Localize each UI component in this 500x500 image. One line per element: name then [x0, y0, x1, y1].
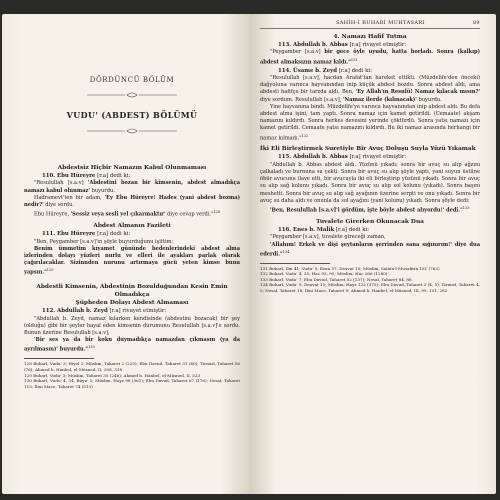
footnote-ref: 134: [282, 249, 290, 254]
hadith-number: 111. Ebu Hüreyre [r.a] dedi ki:: [42, 231, 131, 238]
paragraph: 'Allahım! Erkek ve dişi şeytanların şerrinden sana sığınırım!' diye dua ederdi."$^{134}$: [260, 241, 480, 258]
hadith-number: 113. Abdullah b. Abbas [r.a] rivayet etmiştir:: [278, 42, 407, 48]
paragraph: "Abdullah b. Abbas abdest aldı. Yüzünü yıkadı; sonra bir avuç su alıp ağzını çalkaladı ve burnuna su çekti. Sonra bir avuç su alıp şöyle yaptı, yani suyun üstüne öbür avucunu ilave etti, bir avucuyla iki eli birleştirip yüzünü yıkadı. Sonra bir avuç su alıp sağ kolunu yıkadı. Sonra bir avuç su alıp sol kolunu (yıkadı). Sonra başını meshetti. Sonra bir avuç su alıp sağ ayağının üzerine serpti ve onu yıkadı. Sonra bir avuç su daha aldı ve onunla da sol ayağını (yani kolunu) yıkadı. Sonra şöyle dedi:: [260, 161, 480, 204]
footnote-ref: 130: [88, 345, 95, 350]
running-header: [260, 20, 480, 29]
paragraph: Benim ümmetim kıyamet gününde bedenlerindeki abdest alma izlerinden dolayı yüzleri nurlu ve elleri ile ayakları parlak olarak çağırılacaklar. Sizinnden nurunu artırmaya gücü yeten kimse bunu yapsın."$^{129}$: [24, 245, 240, 277]
running-head-title: SAHİH-İ BUHARİ MUHTASARI: [335, 20, 425, 26]
footnote-ref: 129: [46, 268, 54, 273]
chapter-number: DÖRDÜNCÜ BÖLÜM: [89, 76, 175, 84]
footnote-ref: 132: [301, 133, 309, 138]
section-heading: Abdest Almanın Fazileti: [93, 223, 171, 230]
section-heading: İki Eli Birleştirmek Suretiyle Bir Avuç Doluşu Suyla Yüzü Yıkamak: [260, 146, 476, 153]
footnote: 132 Buharî, Vudu' 4, 35, Hac 93, 95; Müslim, Hac 266 (1280): [260, 271, 388, 277]
section-heading-line1: Abdestli Kimsenin, Abdestinin Bozulduğundan Kesin Emin Olmadıkça: [36, 284, 228, 299]
section-110: [24, 164, 240, 219]
hadith-number: 110. Ebu Hüreyre [r.a] dedi ki:: [42, 173, 131, 179]
footnote-ref: 128: [213, 210, 221, 215]
paragraph: "Peygamber [s.a.v] bir gece öyle uyudu, hatta horladı. Sonra (kalkıp) abdest almaksızın namaz kıldı."$^{131}$: [260, 49, 480, 66]
footnote-ref: 131: [350, 57, 358, 62]
footnotes: [260, 266, 480, 294]
chapter-heading: [24, 76, 240, 139]
section-heading: 4. Namazı Hafif Tutma: [333, 34, 407, 40]
page-number: 89: [472, 20, 480, 26]
paragraph: Ebu Hüreyre, 'Sessiz veya sesli yel çıkarmaktır' diye cevap verdi."$^{128}$: [34, 210, 221, 218]
footnote-rule: [24, 358, 94, 359]
paragraph: Yine hayvanına bindi. Müzdelife'ye varınca hayvanından inip abdest aldı. Bu defa abdest alma işini, tam yaptı. Sonra namaz için kamet getirildi. (Cemaate) akşam namazını kıldırdı. Sonra herkes devesini yerinde çöktürdü. Sonra yatsı namazı için kamet getirildi. Cemaate yatsı namazını kıldırdı. Bu iki namaz arasında herhangi bir namaz kılmadı."$^{132}$: [260, 103, 480, 142]
chapter-title: VUDU' (ABDEST) BÖLÜMÜ: [66, 110, 198, 120]
paragraph: "Abdullah b. Zeyd, namaz kılarken kendisinde (abdestini bozacak) bir şey (olduğu) gibi bir şeyler hayal eden kimsenin durumunu Resulullah [s.a.v]'e sordu. Bunun üzerine Resulullah [s.a.v],: [24, 315, 240, 337]
footnote: 134 Buharî, Vudu' 9, Deavat 15; Müslim, Hayz 122 (375); Ebu Davud, Taharet 3 (4, 5); Tirmizî, Taharet 4, 5; Nesaî, Taharet 18; İbni Mace, Taharet 9; Ahmed b. Hanbel, el-Müsned, III, 99, 101, 282: [260, 282, 480, 294]
paragraph: "Ben, Peygamber [s.a.v]'in şöyle buyurduğunu işittim:: [34, 238, 174, 245]
hadith-number: 114. Üsame b. Zeyd [r.a] dedi ki:: [278, 67, 372, 74]
ornament-divider-bottom: [87, 127, 177, 135]
footnote: 133 Buharî, Vudu' 7; Ebu Davud, Taharet 52 (137); Nesaî, Taharet 84, 86: [260, 276, 412, 282]
paragraph: "Resulullah [s.a.v] 'Abdestini bozan bir kimsenin, abdest almadıkça namazı kabul olunmaz' buyurdu.: [24, 180, 240, 194]
footnotes: [24, 361, 240, 389]
right-page: [250, 14, 496, 494]
hadith-number: 116. Enes b. Malik [r.a] dedi ki:: [278, 226, 370, 233]
hadith-number: 115. Abdullah b. Abbas [r.a] rivayet etmiştir:: [278, 154, 407, 161]
footnote: 128 Buharî, Vudu' 3; Hiyel 2; Müslim, Taharet 2 (225); Ebu Davud, Taharet 31 (60); Tirmizî, Taharet 56 (76); Ahmed b. Hanbel, el-Müsned, II, 308, 318: [24, 361, 240, 372]
footnote: 130 Buharî, Vudu' 4, 34, Büyu' 5; Müslim, Hayz 98 (361); Ebu Davud, Taharet 67 (176); Nesaî, Taharet 115; İbni Mace, Taharet 74 (513): [24, 378, 240, 389]
footnote: 131 Buharî, İlm 41; Vudu' 5, Ezan 57, Deavat 10; Müslim, Salatu'l-Musafirin 181 (763): [260, 265, 440, 271]
book-spread: [0, 14, 500, 494]
section-111: [24, 222, 240, 277]
section-114: [260, 68, 480, 143]
section-heading: Tuvalete Girerken Okunacak Dua: [316, 218, 424, 225]
paragraph: "Resulullah [s.a.v], hacdan Arafat'tan hareket ettikti. (Müzdelife'den önceki) dağyoluna varınca hayvanından inip küçük abdest bozdu. Sonra abdest aldı, ama abdesti hafifçe bir tarzda aldı. Ben, 'Ey Allah'ın Resulü! Namaz kılacak mısın?' diye sordum. Resulullah [s.a.v], 'Namaz ilerde (kılınacak)' buyurdu.: [260, 74, 481, 103]
footnote: 129 Buharî, Vudu' 3; Müslim, Taharet 35 (246); Ahmed b. Hanbel, el-Müsned, II, 523: [24, 372, 201, 378]
ornament-divider: [87, 91, 177, 99]
hadith-number: 112. Abdullah b. Zeyd [r.a] rivayet etmiştir:: [42, 308, 167, 315]
section-115: [260, 145, 480, 215]
paragraph: Hadramevt'ten bir adam, 'Ey Ebu Hüreyre! Hades (yani abdest bozma) nedir?' diye sordu.: [24, 194, 240, 209]
section-112: [24, 283, 240, 354]
footnote-ref: 133: [462, 206, 470, 211]
paragraph: 'Ben, Resulullah [s.a.v]'i gördüm, işte böyle abdest alıyordu!' dedi."$^{133}$: [270, 206, 470, 214]
section-heading-line2: Şüpheden Dolayı Abdest Almaması: [75, 300, 189, 307]
footnote-rule: [260, 263, 330, 264]
section-heading: Abdestsiz Hiçbir Namazın Kabul Olunmaması: [57, 165, 207, 171]
paragraph: 'Bir ses ya da bir koku duymadıkça namazdan çıkmasın (ya da ayrılmasın)' buyurdu."$^{130}$: [24, 337, 240, 354]
paragraph: "Peygamber [s.a.v], tuvalete gireceği zaman,: [270, 234, 386, 241]
section-116: [260, 218, 480, 259]
left-page: [2, 14, 250, 494]
section-113: [260, 33, 480, 67]
